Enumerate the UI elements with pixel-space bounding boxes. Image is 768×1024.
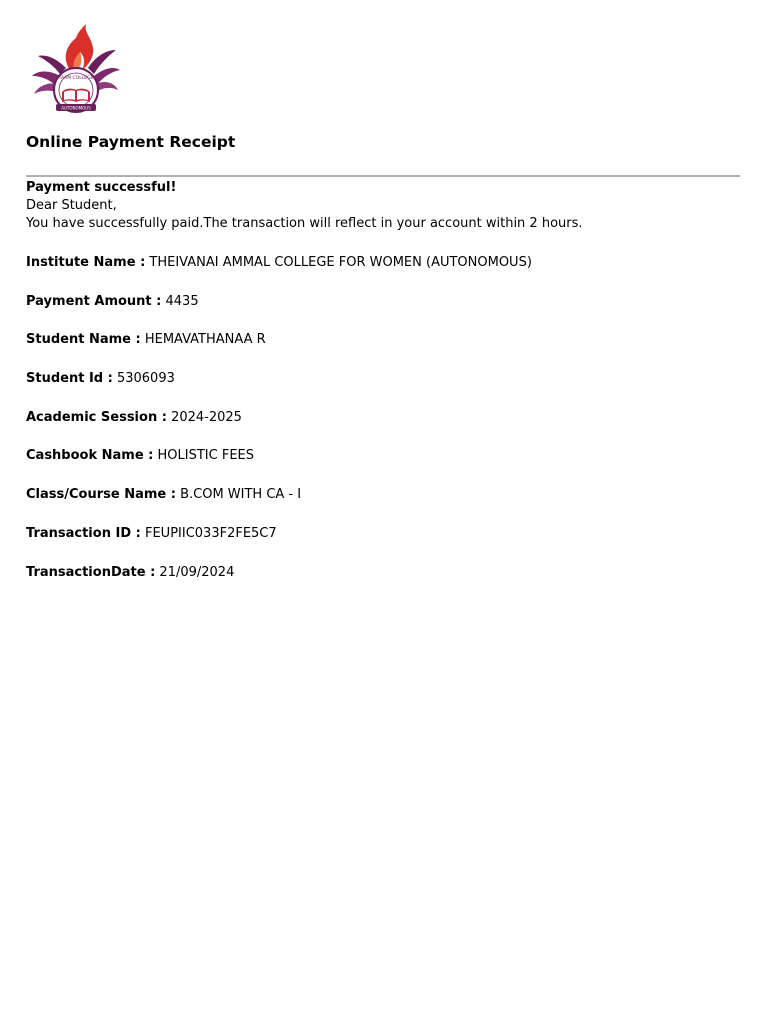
field-label: Student Name : bbox=[26, 332, 141, 348]
petal-left-low bbox=[34, 83, 56, 94]
field-label: Student Id : bbox=[26, 371, 113, 387]
field-label: Academic Session : bbox=[26, 409, 167, 425]
field-payment-amount bbox=[26, 293, 532, 311]
field-student-name bbox=[26, 331, 532, 349]
field-label: Class/Course Name : bbox=[26, 487, 176, 503]
field-value: 4435 bbox=[165, 293, 199, 309]
petal-left-top bbox=[38, 56, 66, 75]
college-logo bbox=[26, 24, 122, 116]
seal-text: TAAM COLLEGE bbox=[58, 76, 94, 81]
payment-status: Payment successful! bbox=[26, 180, 177, 195]
field-value: B.COM WITH CA - I bbox=[180, 487, 302, 503]
field-label: Payment Amount : bbox=[26, 293, 162, 309]
field-value: FEUPIIC033F2FE5C7 bbox=[144, 525, 277, 541]
greeting-text: Dear Student, bbox=[26, 198, 117, 213]
field-label: Transaction ID : bbox=[26, 525, 141, 541]
field-value: 2024-2025 bbox=[171, 409, 242, 425]
divider bbox=[26, 175, 740, 177]
field-academic-session bbox=[26, 409, 532, 427]
field-label: TransactionDate : bbox=[26, 564, 156, 580]
field-course-name bbox=[26, 486, 532, 504]
field-transaction-date bbox=[26, 564, 532, 582]
field-value: THEIVANAI AMMAL COLLEGE FOR WOMEN (AUTONOMOUS) bbox=[149, 255, 532, 270]
field-student-id bbox=[26, 370, 532, 388]
receipt-details bbox=[26, 254, 532, 602]
field-label: Institute Name : bbox=[26, 255, 146, 270]
petal-right-low bbox=[96, 82, 118, 92]
page-title: Online Payment Receipt bbox=[26, 133, 236, 151]
field-value: 5306093 bbox=[116, 371, 175, 387]
seal-bottom-text: AUTONOMOUS bbox=[61, 105, 91, 111]
field-institute-name bbox=[26, 254, 532, 272]
field-cashbook-name bbox=[26, 447, 532, 465]
field-value: HOLISTIC FEES bbox=[157, 448, 255, 464]
field-value: 21/09/2024 bbox=[159, 564, 235, 580]
confirmation-text: You have successfully paid.The transaction will reflect in your account within 2 hours. bbox=[26, 216, 583, 231]
field-label: Cashbook Name : bbox=[26, 448, 154, 464]
field-transaction-id bbox=[26, 525, 532, 543]
field-value: HEMAVATHANAA R bbox=[144, 332, 266, 348]
status-message bbox=[26, 179, 583, 233]
